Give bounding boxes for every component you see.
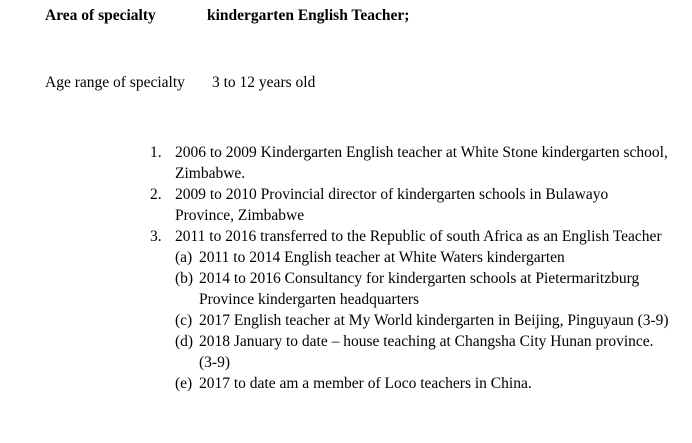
sub-list-item (175, 331, 670, 373)
list-number: 3. (150, 228, 162, 245)
list-item (150, 226, 670, 247)
age-range-value: 3 to 12 years old (212, 74, 316, 91)
specialty-label: Area of specialty (45, 7, 156, 24)
sub-list-item (175, 310, 670, 331)
list-item (150, 184, 670, 226)
list-item-text: 2006 to 2009 Kindergarten English teacher at White Stone kindergarten school, Zimbabwe. (175, 144, 668, 182)
specialty-value: kindergarten English Teacher; (207, 7, 410, 24)
sub-list-letter: (b) (175, 270, 194, 287)
sub-list-letter: (e) (175, 375, 193, 392)
sub-list-letter: (c) (175, 312, 193, 329)
sub-list-letter: (a) (175, 249, 193, 266)
sub-list-item (175, 268, 670, 310)
list-number: 2. (150, 186, 162, 203)
sub-list-item (175, 247, 670, 268)
sub-list-letter: (d) (175, 333, 194, 350)
list-item (150, 142, 670, 184)
list-item-text: 2011 to 2016 transferred to the Republic of south Africa as an English Teacher (175, 228, 662, 245)
sub-list-item-text: 2014 to 2016 Consultancy for kindergarten schools at Pietermaritzburg Province kindergarten headquarters (199, 270, 640, 308)
sub-list-item-text: 2011 to 2014 English teacher at White Waters kindergarten (199, 249, 565, 266)
experience-list (150, 142, 670, 394)
sub-list-item-text: 2017 English teacher at My World kindergarten in Beijing, Pinguyaun (3-9) (199, 312, 669, 329)
sub-list-item (175, 373, 670, 394)
list-number: 1. (150, 144, 162, 161)
age-range-label: Age range of specialty (45, 74, 185, 91)
list-item-text: 2009 to 2010 Provincial director of kindergarten schools in Bulawayo Province, Zimbabwe (175, 186, 609, 224)
sub-list-item-text: 2018 January to date – house teaching at Changsha City Hunan province.(3-9) (199, 333, 654, 371)
sub-list-item-text: 2017 to date am a member of Loco teachers in China. (199, 375, 532, 392)
